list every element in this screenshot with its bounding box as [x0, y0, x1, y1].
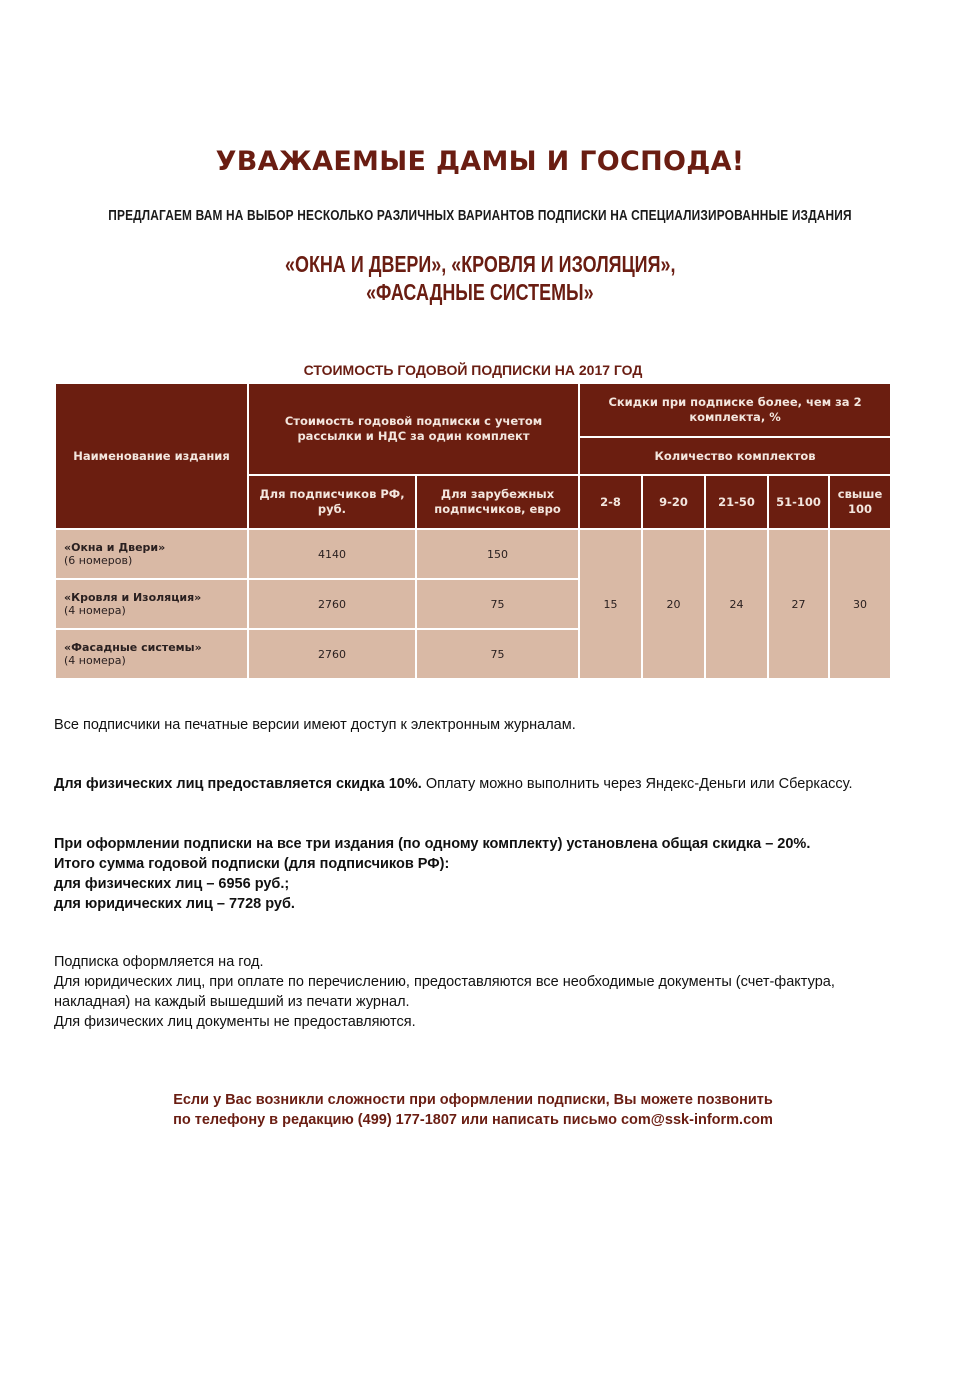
header-price-group: Стоимость годовой подписки с учетом рассылки и НДС за один комплект: [249, 384, 578, 474]
price-rf-cell: 2760: [249, 580, 415, 628]
header-quantity-group: Количество комплектов: [580, 438, 890, 474]
titles-line-2: «ФАСАДНЫЕ СИСТЕМЫ»: [366, 279, 594, 305]
header-range-1: 2-8: [580, 476, 641, 528]
publication-issues: (6 номеров): [64, 554, 133, 567]
contact-line-1: Если у Вас возникли сложности при оформлении подписки, Вы можете позвонить: [173, 1092, 773, 1108]
price-table: [54, 382, 892, 680]
header-discount-group: Скидки при подписке более, чем за 2 комплекта, %: [580, 384, 890, 436]
header-price-rf: Для подписчиков РФ, руб.: [249, 476, 415, 528]
discount-cell: 27: [769, 530, 828, 678]
header-price-foreign: Для зарубежных подписчиков, евро: [417, 476, 578, 528]
publication-issues: (4 номера): [64, 654, 126, 667]
discount-cell: 20: [643, 530, 704, 678]
terms-line-3: Для физических лиц документы не предоставляются.: [54, 1014, 416, 1030]
individual-discount-note: [54, 774, 904, 794]
publication-name-cell: [56, 530, 247, 578]
contact-info: [0, 1090, 946, 1130]
publication-titles: [0, 250, 960, 306]
terms-note: [54, 952, 899, 1032]
price-foreign-cell: 75: [417, 580, 578, 628]
terms-line-1: Подписка оформляется на год.: [54, 954, 264, 970]
publication-name-cell: [56, 630, 247, 678]
electronic-access-note: Все подписчики на печатные версии имеют доступ к электронным журналам.: [54, 717, 576, 733]
individual-discount-bold: Для физических лиц предоставляется скидка 10%.: [54, 776, 422, 792]
titles-line-1: «ОКНА И ДВЕРИ», «КРОВЛЯ И ИЗОЛЯЦИЯ»,: [284, 251, 676, 277]
individual-discount-rest: Оплату можно выполнить через Яндекс-Деньги или Сберкассу.: [421, 776, 853, 792]
header-range-5: свыше 100: [830, 476, 890, 528]
discount-cell: 15: [580, 530, 641, 678]
bundle-discount-note: [54, 834, 904, 914]
header-name: Наименование издания: [56, 384, 247, 528]
price-foreign-cell: 150: [417, 530, 578, 578]
bundle-line-1: При оформлении подписки на все три издания (по одному комплекту) установлена общая скидка – 20%.: [54, 836, 811, 852]
discount-cell: 30: [830, 530, 890, 678]
price-rf-cell: 2760: [249, 630, 415, 678]
offer-subtitle: ПРЕДЛАГАЕМ ВАМ НА ВЫБОР НЕСКОЛЬКО РАЗЛИЧНЫХ ВАРИАНТОВ ПОДПИСКИ НА СПЕЦИАЛИЗИРОВАННЫЕ ИЗДАНИЯ: [108, 208, 852, 224]
publication-issues: (4 номера): [64, 604, 126, 617]
bundle-line-2: Итого сумма годовой подписки (для подписчиков РФ):: [54, 856, 450, 872]
bundle-line-4: для юридических лиц – 7728 руб.: [54, 896, 295, 912]
table-row: [56, 530, 890, 578]
terms-line-2: Для юридических лиц, при оплате по перечислению, предоставляются все необходимые документы (счет-фактура, накладная) на каждый вышедший из печати журнал.: [54, 974, 835, 1010]
publication-name: «Кровля и Изоляция»: [64, 591, 202, 604]
price-rf-cell: 4140: [249, 530, 415, 578]
header-range-4: 51-100: [769, 476, 828, 528]
price-foreign-cell: 75: [417, 630, 578, 678]
contact-line-2: по телефону в редакцию (499) 177-1807 или написать письмо com@ssk-inform.com: [173, 1112, 773, 1128]
table-caption: СТОИМОСТЬ ГОДОВОЙ ПОДПИСКИ НА 2017 ГОД: [303, 362, 643, 378]
publication-name-cell: [56, 580, 247, 628]
bundle-line-3: для физических лиц – 6956 руб.;: [54, 876, 290, 892]
discount-cell: 24: [706, 530, 767, 678]
publication-name: «Окна и Двери»: [64, 541, 166, 554]
publication-name: «Фасадные системы»: [64, 641, 202, 654]
header-range-2: 9-20: [643, 476, 704, 528]
greeting-heading: УВАЖАЕМЫЕ ДАМЫ И ГОСПОДА!: [215, 146, 745, 177]
header-range-3: 21-50: [706, 476, 767, 528]
